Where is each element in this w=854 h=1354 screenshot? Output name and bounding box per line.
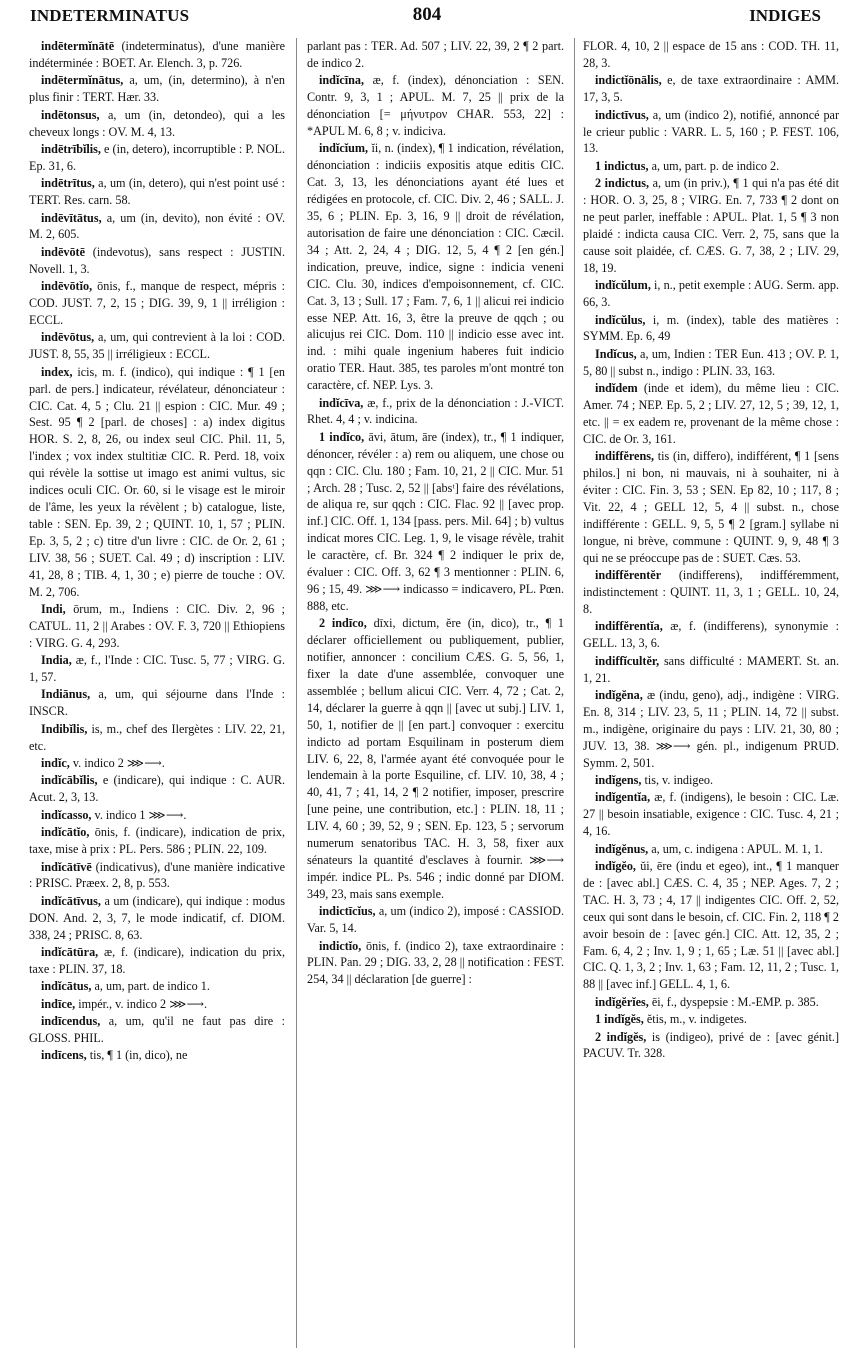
entry-headword: indĭcŭlum, (595, 278, 651, 293)
entry-headword: indĭcasso, (41, 807, 92, 822)
entry-definition: a, um (indico 2), notifié, annoncé par le crieur public : VARR. L. 5, 160 ; P. FEST. 106, 13. (583, 107, 839, 156)
entry-definition: (indifferens), indifféremment, indistinctement : QUINT. 11, 3, 1 ; GELL. 10, 24, 8. (583, 568, 839, 616)
entry-headword: indĭcīva, (319, 395, 364, 410)
entry-definition: a, um, part. de indico 1. (94, 979, 210, 994)
entry-definition: is, m., chef des Ilergètes : LIV. 22, 21, etc. (29, 721, 285, 753)
entry-headword: indĭgens, (595, 772, 642, 787)
dictionary-entry (583, 158, 839, 175)
entry-headword: indĭgentĭa, (595, 790, 651, 805)
dictionary-entry (29, 772, 285, 806)
dictionary-entry (29, 721, 285, 755)
dictionary-entry (583, 346, 839, 380)
entry-definition: parlant pas : TER. Ad. 507 ; LIV. 22, 39, 2 ¶ 2 part. de indico 2. (307, 39, 564, 70)
dictionary-entry (583, 72, 839, 106)
dictionary-entry (29, 893, 285, 944)
entry-headword: Indibĭlis, (41, 721, 88, 736)
dictionary-entry (307, 938, 564, 989)
entry-headword: indĭcātĭo, (41, 825, 90, 840)
column-3 (583, 38, 839, 1348)
entry-definition: v. indico 2 ⋙⟶. (72, 756, 165, 771)
dictionary-entry (29, 107, 285, 141)
entry-definition: æ, f. (indigens), le besoin : CIC. Læ. 27 || besoin insatiable, exigence : CIC. Tusc. 4, 21 ; 4, 16. (583, 790, 839, 839)
dictionary-entry (307, 615, 564, 902)
entry-headword: indiffĕrens, (595, 449, 655, 464)
dictionary-entry (583, 841, 839, 858)
entry-headword: 2 indĭgĕs, (595, 1029, 647, 1044)
entry-definition: is (indigeo), privé de : [avec génit.] PACUV. Tr. 328. (583, 1029, 839, 1061)
entry-headword: indĭcātīvus, (41, 893, 101, 908)
entry-headword: India, (41, 653, 72, 668)
entry-definition: impér., v. indico 2 ⋙⟶. (78, 996, 208, 1011)
entry-definition: FLOR. 4, 10, 2 || espace de 15 ans : COD. TH. 11, 28, 3. (583, 39, 839, 70)
entry-definition: a, um, qui contrevient à la loi : COD. JUST. 8, 55, 35 || irréligieux : ECCL. (29, 330, 285, 362)
entry-headword: indētonsus, (41, 107, 100, 122)
entry-headword: indētermĭnātus, (41, 73, 124, 88)
entry-headword: Indĭcus, (595, 346, 637, 361)
entry-headword: 1 indĭgĕs, (595, 1012, 644, 1027)
entry-definition: æ, f., prix de la dénonciation : J.-VICT. Rhet. 4, 4 ; v. indicina. (307, 395, 564, 427)
entry-definition: a, um (in, detero), qui n'est point usé : TERT. Res. carn. 58. (29, 176, 285, 208)
entry-definition: dīxi, dictum, ĕre (in, dico), tr., ¶ 1 déclarer officiellement ou publiquement, publier, notifier, annoncer : concilium CÆS. G. 5, 56, 1, fixer la date d'une assemblée, convoquer une assemblée ; bellum alicui CIC. Verr. 4, 72 ; Cat. 2, 14, déclarer la guerre à qqn || [avec ut subj.] LIV. 1, 50, 1, notifier de || [en part.] convoquer : exercitu indicto ad portam Esquilinam in posterum diem LIV. 6, 22, 8, l'armée ayant été convoquée pour le lendemain à la porte Esquiline, cf. LIV. 10, 38, 4 ; 40, 41, 7 ; 41, 14, 2 ¶ 2 notifier, imposer, prescrire [une peine, une contribution, etc.] : PLIN. 18, 11 ; LIV. 4, 60 ; 39, 52, 9 ; SEN. Ep. 123, 5 ; servorum numerum senatoribus TAC. H. 3, 58, fixer aux sénateurs la quantité d'esclaves à fournir. ⋙⟶ impér. indice PL. Ps. 546 ; indic donné par DIOM. 349, 23, mais sans exemple. (307, 616, 564, 901)
dictionary-entry (583, 618, 839, 652)
entry-headword: indiffĭcultĕr, (595, 653, 660, 668)
entry-headword: indĭcŭlus, (595, 312, 646, 327)
entry-headword: indĭgĕna, (595, 687, 643, 702)
entry-headword: Indiānus, (41, 687, 91, 702)
entry-definition: a, um, qu'il ne faut pas dire : GLOSS. PHIL. (29, 1014, 285, 1046)
entry-definition: e, de taxe extraordinaire : AMM. 17, 3, 5. (583, 73, 839, 105)
entry-headword: indictīvus, (595, 107, 649, 122)
entry-definition: a, um, Indien : TER Eun. 413 ; OV. P. 1, 5, 80 || subst n., indigo : PLIN. 33, 163. (583, 346, 839, 378)
dictionary-entry (29, 1047, 285, 1064)
entry-definition: āvi, ātum, āre (index), tr., ¶ 1 indiquer, dénoncer, révéler : a) rem ou aliquem, une chose ou qqn : CIC. Clu. 180 ; Fam. 10, 21, 2 || CIC. Mur. 51 ; Arch. 28 ; Tusc. 2, 52 || [absᵗ] faire des révélations, de aliqua re, sur qqch : CIC. Flac. 92 || [avec prop. inf.] CIC. Off. 1, 134 [pass. pers. Mil. 64] ; b) vultus indicat mores CIC. Leg. 1, 9, le visage révèle, trahit le caractère, cf. Br. 324 ¶ 2 indiquer le prix de, évaluer : CIC. Off. 3, 62 ¶ 3 mentionner : PLIN. 6, 96 ; 15, 49. ⋙⟶ indicasso = indicavero, PL. Pœn. 888, etc. (307, 429, 564, 613)
entry-headword: indīce, (41, 996, 76, 1011)
dictionary-entry (29, 278, 285, 329)
entry-headword: indētermĭnātē (41, 39, 115, 53)
entry-headword: 2 indictus, (595, 176, 650, 191)
entry-definition: a, um (in, detondeo), qui a les cheveux longs : OV. M. 4, 13. (29, 107, 285, 139)
entry-definition: tis (in, differo), indifférent, ¶ 1 [sens philos.] ni bon, ni mauvais, ni à souhaiter, ni à éviter : CIC. Fin. 3, 53 ; SEN. Ep 82, 10 ; 117, 8 ; Vit. 22, 4 ; GELL 12, 5, 4 || subst. n., chose indifférente : GELL. 9, 5, 5 ¶ 2 [gram.] syllabe ni longue, ni brève, commune : QUINT. 9, 9, 48 ¶ 3 qui ne se préoccupe pas de : SUET. Cæs. 53. (583, 449, 839, 565)
dictionary-entry (29, 210, 285, 244)
entry-headword: indĭcātus, (41, 979, 92, 994)
entry-definition: a, um (indico 2), imposé : CASSIOD. Var. 5, 14. (307, 904, 564, 936)
entry-definition: ōnis, f. (indicare), indication de prix, taxe, mise à prix : PL. Pers. 586 ; PLIN. 22, 109. (29, 825, 285, 857)
entry-definition: a, um, qui séjourne dans l'Inde : INSCR. (29, 687, 285, 719)
entry-headword: indictīcĭus, (319, 904, 376, 919)
entry-definition: sans difficulté : MAMERT. St. an. 1, 21. (583, 653, 839, 685)
entry-definition: tis, v. indigeo. (644, 772, 714, 787)
entry-headword: index, (41, 364, 73, 379)
entry-definition: e (indicare), qui indique : C. AUR. Acut. 2, 3, 13. (29, 773, 285, 805)
entry-definition: æ (indu, geno), adj., indigène : VIRG. En. 8, 314 ; LIV. 23, 5, 11 ; PLIN. 14, 72 || subst. m., indigène, originaire du pays : LIV. 21, 30, 80 ; JUV. 13, 38. ⋙⟶ gén. pl., indigenum PRUD. Symm. 2, 501. (583, 687, 839, 770)
entry-headword: indĭgĕo, (595, 859, 636, 873)
dictionary-entry (583, 1011, 839, 1028)
entry-headword: indiffĕrentĕr (595, 568, 662, 583)
dictionary-entry (307, 903, 564, 937)
entry-definition: tis, ¶ 1 (in, dico), ne (89, 1048, 188, 1063)
dictionary-entry (29, 978, 285, 995)
dictionary-entry (583, 994, 839, 1011)
dictionary-entry (29, 141, 285, 175)
entry-headword: indīcendus, (41, 1014, 101, 1029)
dictionary-entry (29, 601, 285, 652)
dictionary-entry (29, 859, 285, 893)
entry-headword: indēvōtĭo, (41, 279, 93, 294)
dictionary-entry (583, 312, 839, 346)
entry-definition: a, um, (in, determino), à n'en plus finir : TERT. Hær. 33. (29, 73, 285, 105)
dictionary-entry (29, 244, 285, 278)
dictionary-entry (29, 72, 285, 106)
dictionary-entry (29, 329, 285, 363)
dictionary-entry (29, 1013, 285, 1047)
dictionary-entry (29, 175, 285, 209)
entry-headword: indīcens, (41, 1048, 87, 1063)
dictionary-entry (307, 429, 564, 615)
dictionary-entry (29, 652, 285, 686)
entry-definition: ōnis, f. (indico 2), taxe extraordinaire : PLIN. Pan. 29 ; DIG. 33, 2, 28 || notification : FEST. 254, 34 || déclaration [de guerre] : (307, 938, 564, 987)
dictionary-entry (29, 755, 285, 772)
entry-headword: indĭcātūra, (41, 945, 99, 960)
entry-definition: i, m. (index), table des matières : SYMM. Ep. 6, 49 (583, 312, 839, 344)
dictionary-entry (29, 824, 285, 858)
entry-headword: indictĭo, (319, 938, 362, 953)
entry-headword: 1 indictus, (595, 158, 649, 173)
dictionary-entry (583, 772, 839, 789)
dictionary-entry (29, 996, 285, 1013)
entry-definition: v. indico 1 ⋙⟶. (94, 807, 187, 822)
dictionary-entry (583, 789, 839, 840)
entry-definition: a, um (in priv.), ¶ 1 qui n'a pas été dit : HOR. O. 3, 25, 8 ; VIRG. En. 7, 733 ¶ 2 dont on ne peut parler, ineffable : APUL. Plat. 1, 5 ¶ 3 non plaidé : indicta causa CIC. Verr. 2, 75, sans que la cause soit plaidée, cf. CÆS. G. 7, 38, 2 ; LIV. 29, 18, 19. (583, 176, 839, 275)
entry-definition: (indeterminatus), d'une manière indéterminée : BOET. Ar. Elench. 3, p. 726. (29, 39, 285, 70)
entry-headword: indĭgĕrĭes, (595, 994, 649, 1009)
entry-definition: ĭi, n. (index), ¶ 1 indication, révélation, dénonciation : indiciis expositis atque editis CIC. Cat. 3, 13, les dénonciations ayant été lues et rédigées en protocole, cf. CIC. Div. 2, 46 ; SALL. J. 35, 6 ; PLIN. Ep. 3, 16, 9 || droit de révélation, autorisation de faire une dénonciation : CIC. Cæcil. 34 ; Att. 2, 24, 4 ; DIG. 12, 5, 4 ¶ 2 [en gén.] indication, preuve, indice, signe : indicia veneni CIC. Clu. 30, indices d'empoisonnement, cf. CIC. Cat. 3, 13 ; Sull. 17 ; Fam. 7, 6, 1 || alicui rei indicio esse NEP. Att. 16, 3, être la preuve de qqch ; ou alicujus rei CIC. Dom. 110 || indicio esse avec int. ind. : mihi quale ingenium haberes fuit indicio oratio TER. Haut. 385, tes paroles m'ont montré ton caractère, cf. NEP. Lys. 3. (307, 141, 564, 393)
dictionary-entry (29, 944, 285, 978)
entry-headword: 1 indĭco, (319, 429, 365, 444)
right-guide-word: INDIGES (749, 6, 821, 25)
entry-definition: i, n., petit exemple : AUG. Serm. app. 66, 3. (583, 278, 839, 310)
entry-headword: indĭcātīvē (41, 859, 92, 874)
dictionary-entry (29, 807, 285, 824)
left-guide-word: INDETERMINATUS (30, 6, 190, 25)
entry-headword: indiffĕrentĭa, (595, 619, 663, 634)
entry-definition: æ, f. (indicare), indication du prix, taxe : PLIN. 37, 18. (29, 945, 285, 976)
entry-definition: a, um (in, devito), non évité : OV. M. 2, 605. (29, 210, 285, 242)
dictionary-columns (0, 38, 854, 1348)
entry-definition: (inde et idem), du même lieu : CIC. Amer. 74 ; NEP. Ep. 5, 2 ; LIV. 27, 12, 5 ; 39, 12, 1, etc. || = ex eadem re, provenant de la même chose : CIC. de Or. 3, 161. (583, 381, 839, 446)
entry-definition: (indevotus), sans respect : JUSTIN. Novell. 1, 3. (29, 244, 285, 276)
dictionary-entry (307, 395, 564, 429)
entry-definition: ŭi, ēre (indu et egeo), int., ¶ 1 manquer de : [avec abl.] CÆS. C. 4, 35 ; NEP. Ages. 7, 2 ; TAC. H. 3, 73 ; 4, 17 || indigentes CIC. Off. 2, 52, ceux qui sont dans le besoin, cf. CIC. Fin. 2, 118 ¶ 2 avoir besoin de : [avec gén.] CIC. Att. 12, 35, 2 ; Fam. 6, 4, 2 ; Inv. 1, 9 ; 1, 65 ; Læ. 51 || [avec abl.] CIC. Q. 1, 3, 2 ; Inv. 1, 63 ; Fam. 12, 11, 2 ; Tusc. 1, 88 || [avec inf.] GELL. 4, 1, 6. (583, 859, 839, 992)
dictionary-entry (583, 653, 839, 687)
dictionary-entry (29, 686, 285, 720)
entry-headword: Indi, (41, 601, 66, 616)
entry-headword: indēvōtē (41, 244, 86, 259)
dictionary-entry (583, 380, 839, 448)
entry-headword: indĭc, (41, 756, 70, 771)
entry-definition: a, um, c. indigena : APUL. M. 1, 1. (651, 841, 823, 856)
entry-definition: icis, m. f. (indico), qui indique : ¶ 1 [en parl. de pers.] indicateur, révélateur, dénonciateur : CIC. Cat. 4, 5 ; Clu. 21 || espion : CIC. Mur. 49 ; Sest. 95 ¶ 2 [parl. de choses] : a) index digitus HOR. S. 2, 8, 26, ou index seul CIC. Phil. 11, 5, l'index ; vox index stultitiæ CIC. R. Perd. 18, voix qui révèle la sottise ut imago est animi vultus, sic indices oculi CIC. Or. 60, si le visage est le miroir de l'âme, les yeux la révèlent ; b) catalogue, liste, table : SEN. Ep. 39, 2 ; QUINT. 10, 1, 57 ; PLIN. Ep. 3, 5, 2 ; c) titre d'un livre : CIC. de Or. 2, 61 ; LIV. 38, 56 ; SUET. Cal. 49 ; d) inscription : LIV. 41, 28, 8 ; TIB. 4, 1, 30 ; e) pierre de touche : OV. M. 2, 706. (29, 364, 285, 599)
dictionary-entry (307, 140, 564, 394)
entry-definition: a um (indicare), qui indique : modus DON. And. 2, 3, 7, le mode indicatif, cf. DIOM. 338, 24 ; PRISC. 8, 63. (29, 893, 285, 942)
entry-headword: indĭcĭum, (319, 141, 369, 156)
dictionary-entry (583, 858, 839, 993)
dictionary-entry (583, 1029, 839, 1063)
entry-definition: e (in, detero), incorruptible : P. NOL. Ep. 31, 6. (29, 141, 285, 173)
entry-headword: indētrītus, (41, 176, 95, 191)
dictionary-entry (583, 38, 839, 72)
entry-headword: indēvītātus, (41, 210, 102, 225)
entry-definition: ēi, f., dyspepsie : M.-EMP. p. 385. (651, 994, 819, 1009)
dictionary-entry (583, 448, 839, 566)
entry-headword: indētrībĭlis, (41, 141, 101, 156)
entry-definition: ōnis, f., manque de respect, mépris : COD. JUST. 7, 2, 15 ; DIG. 39, 9, 1 || irréligion : ECCL. (29, 279, 285, 327)
column-1 (29, 38, 285, 1348)
entry-headword: indĭcābĭlis, (41, 773, 98, 788)
entry-headword: indĭgĕnus, (595, 841, 649, 856)
entry-definition: æ, f. (indifferens), synonymie : GELL. 13, 3, 6. (583, 619, 839, 651)
entry-headword: indēvōtus, (41, 330, 95, 345)
dictionary-entry (583, 277, 839, 311)
entry-headword: indictĭōnālis, (595, 73, 662, 88)
entry-headword: 2 indīco, (319, 616, 367, 631)
dictionary-entry (583, 175, 839, 276)
dictionary-entry (583, 107, 839, 158)
entry-headword: indĭcīna, (319, 73, 365, 88)
dictionary-entry (307, 38, 564, 72)
dictionary-entry (29, 38, 285, 72)
entry-definition: æ, f., l'Inde : CIC. Tusc. 5, 77 ; VIRG. G. 1, 57. (29, 653, 285, 685)
entry-definition: a, um, part. p. de indico 2. (651, 158, 780, 173)
entry-definition: ĕtis, m., v. indigetes. (646, 1012, 747, 1027)
dictionary-entry (583, 687, 839, 772)
entry-definition: æ, f. (index), dénonciation : SEN. Contr. 9, 3, 1 ; APUL. M. 7, 25 || prix de la dénonciation [= μήνυτρον CHAR. 553, 22] : *APUL M. 6, 8 ; v. indiciva. (307, 73, 564, 139)
page-header (0, 0, 854, 36)
dictionary-entry (307, 72, 564, 140)
column-2 (307, 38, 564, 1348)
entry-headword: indĭdem (595, 381, 638, 396)
dictionary-entry (583, 567, 839, 618)
page-number: 804 (412, 4, 442, 25)
dictionary-entry (29, 364, 285, 601)
entry-definition: (indicativus), d'une manière indicative : PRISC. Præex. 2, 8, p. 553. (29, 859, 285, 891)
entry-definition: ōrum, m., Indiens : CIC. Div. 2, 96 ; CATUL. 11, 2 || Arabes : OV. F. 3, 720 || Ethiopiens : VIRG. G. 4, 293. (29, 601, 285, 650)
